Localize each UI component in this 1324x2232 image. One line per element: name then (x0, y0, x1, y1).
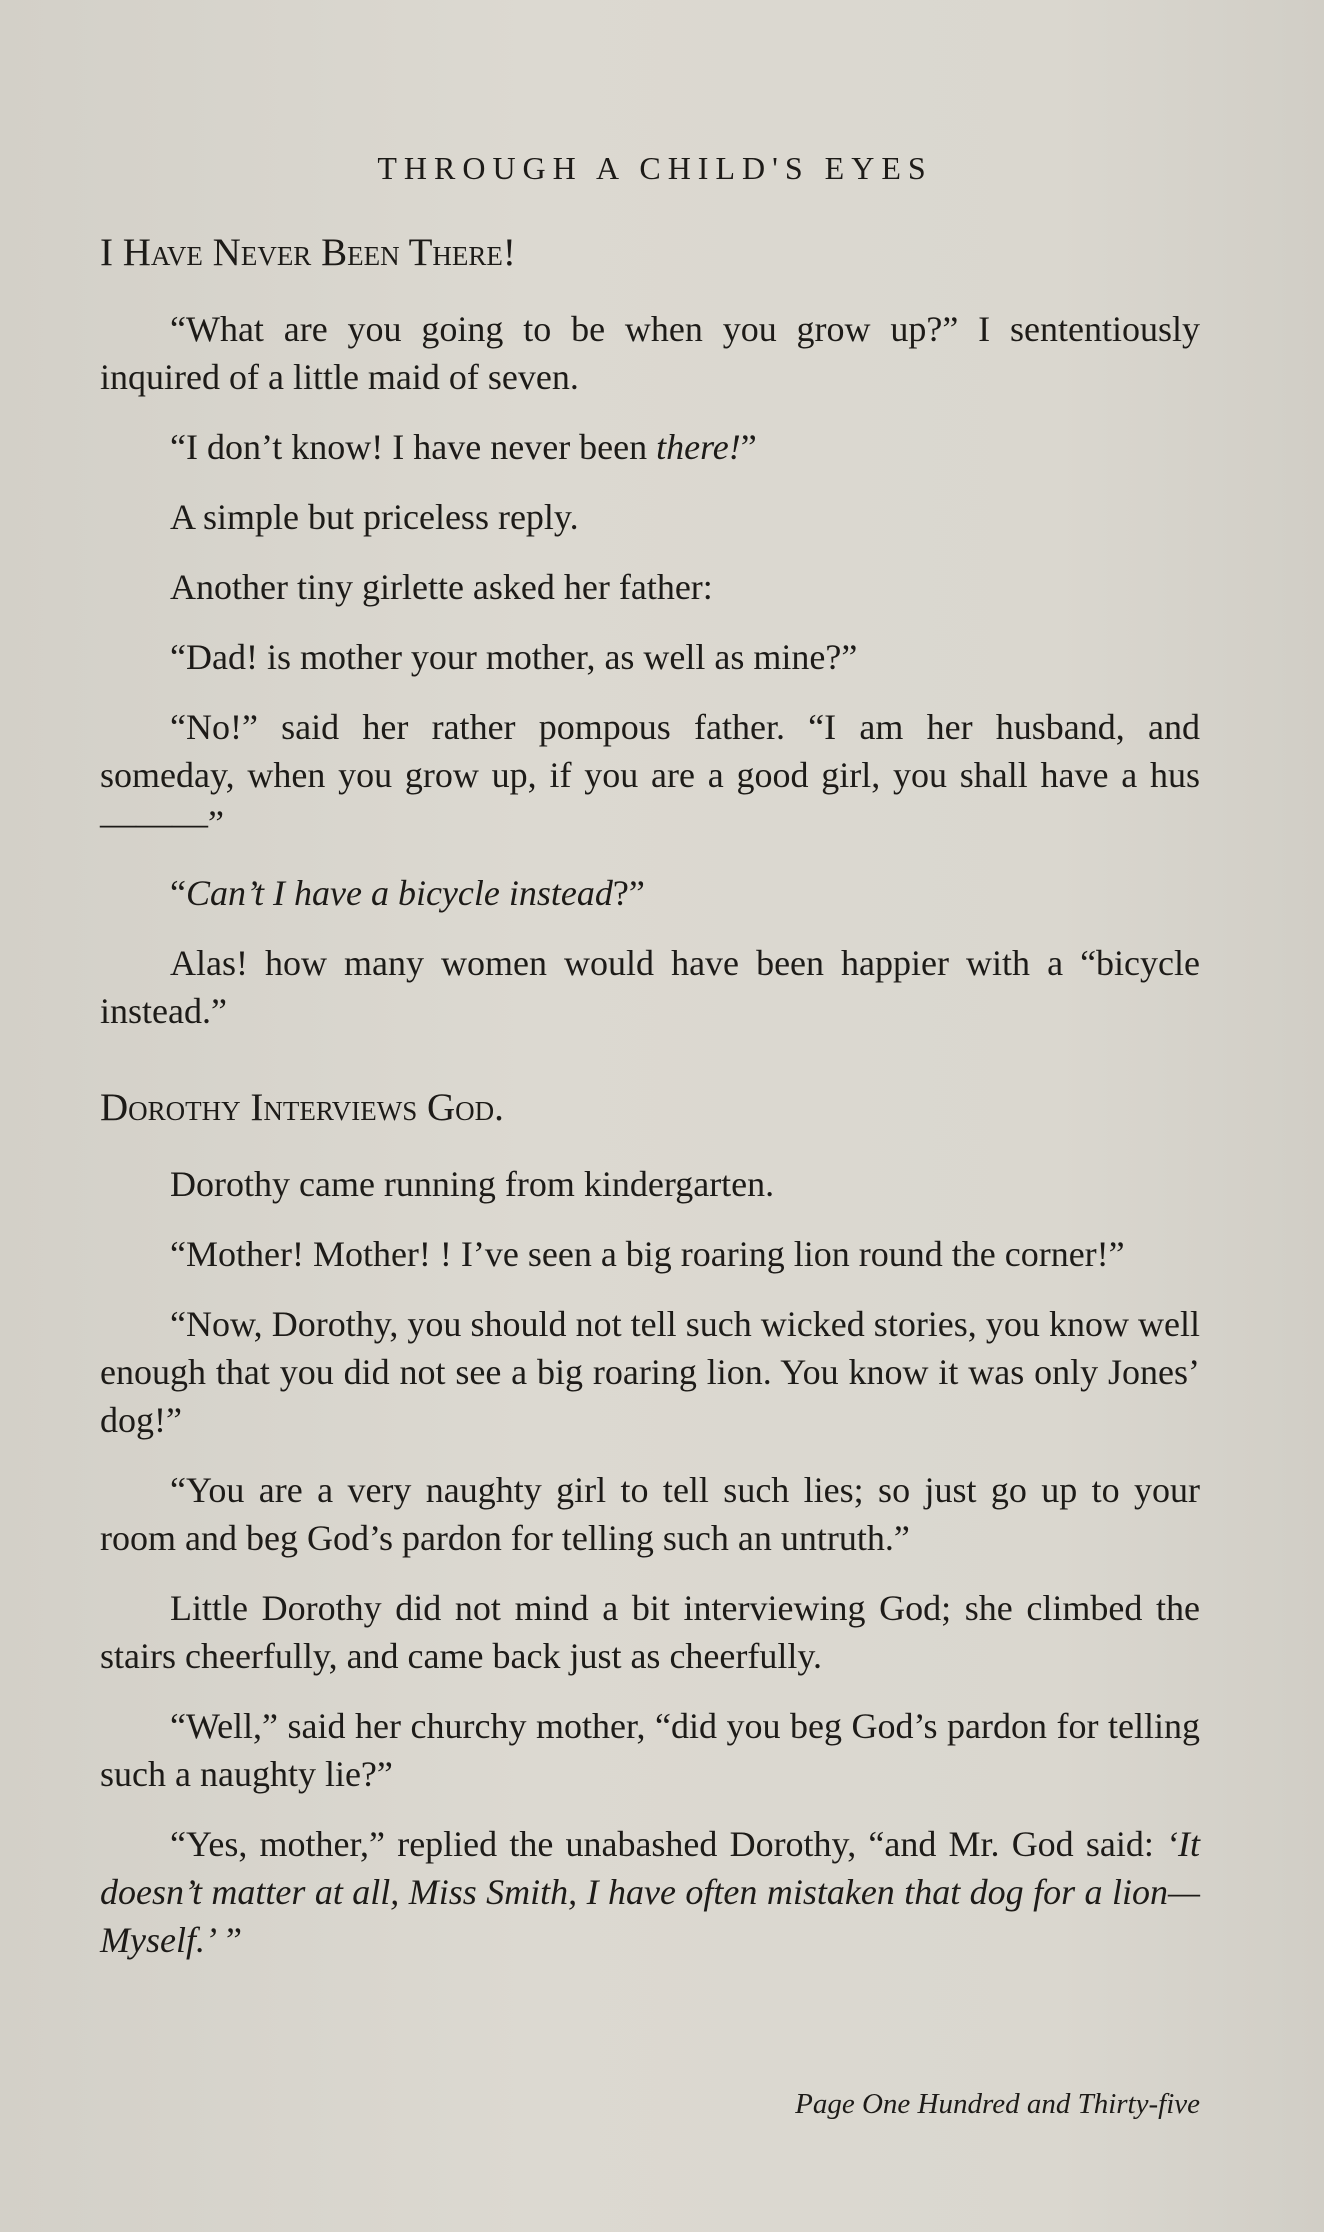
paragraph (100, 1466, 1200, 1562)
text-run: ” (740, 426, 757, 467)
paragraph (100, 1584, 1200, 1680)
page-body (100, 232, 1200, 1986)
text-run: “Dad! is mother your mother, as well as mine?” (170, 636, 858, 677)
paragraph (100, 423, 1200, 471)
text-run: A simple but priceless reply. (170, 496, 579, 537)
paragraph (100, 703, 1200, 847)
text-run: “ (170, 872, 186, 913)
paragraph (100, 563, 1200, 611)
paragraph (100, 1300, 1200, 1444)
paragraph (100, 869, 1200, 917)
text-run: “I don’t know! I have never been (170, 426, 657, 467)
text-run: Little Dorothy did not mind a bit interviewing God; she climbed the stairs cheerfully, and came back just as cheerfully. (100, 1587, 1200, 1676)
paragraph (100, 939, 1200, 1035)
italic-text: ‘It doesn’t matter at all, Miss Smith, I have often mistaken that dog for a lion—Myself.’ (100, 1823, 1200, 1960)
text-run: “Yes, mother,” replied the unabashed Dorothy, “and Mr. God said: (170, 1823, 1167, 1864)
text-run: ” (216, 1919, 242, 1960)
paragraph (100, 1230, 1200, 1278)
italic-text: there! (656, 426, 741, 467)
text-run: “Well,” said her churchy mother, “did you beg God’s pardon for telling such a naughty lie?” (100, 1705, 1200, 1794)
paragraph (100, 1702, 1200, 1798)
paragraph (100, 305, 1200, 401)
text-run: “Now, Dorothy, you should not tell such wicked stories, you know well enough that you did not see a big roaring lion. You know it was only Jones’ dog!” (100, 1303, 1200, 1440)
paragraph (100, 633, 1200, 681)
paragraph (100, 493, 1200, 541)
italic-text: Can’t I have a bicycle instead (185, 872, 613, 913)
paragraph (100, 1160, 1200, 1208)
text-run: “What are you going to be when you grow up?” I sententiously inquired of a little maid of seven. (100, 308, 1200, 397)
text-run: ?” (612, 872, 645, 913)
section-heading: Dorothy Interviews God. (100, 1085, 504, 1129)
text-run: Another tiny girlette asked her father: (170, 566, 713, 607)
text-run: “No!” said her rather pompous father. “I am her husband, and someday, when you grow up, if you are a good girl, you shall have a hus———” (100, 706, 1200, 843)
section-heading: I Have Never Been There! (100, 231, 516, 274)
page-number: Page One Hundred and Thirty-five (795, 2088, 1200, 2120)
text-run: “Mother! Mother! ! I’ve seen a big roaring lion round the corner!” (170, 1233, 1125, 1274)
text-run: “You are a very naughty girl to tell such lies; so just go up to your room and beg God’s pardon for telling such an untruth.” (100, 1469, 1200, 1558)
paragraph (100, 1820, 1200, 1964)
text-run: Dorothy came running from kindergarten. (170, 1163, 775, 1204)
running-head: THROUGH A CHILD'S EYES (377, 150, 933, 186)
text-run: Alas! how many women would have been happier with a “bicycle instead.” (100, 942, 1200, 1031)
